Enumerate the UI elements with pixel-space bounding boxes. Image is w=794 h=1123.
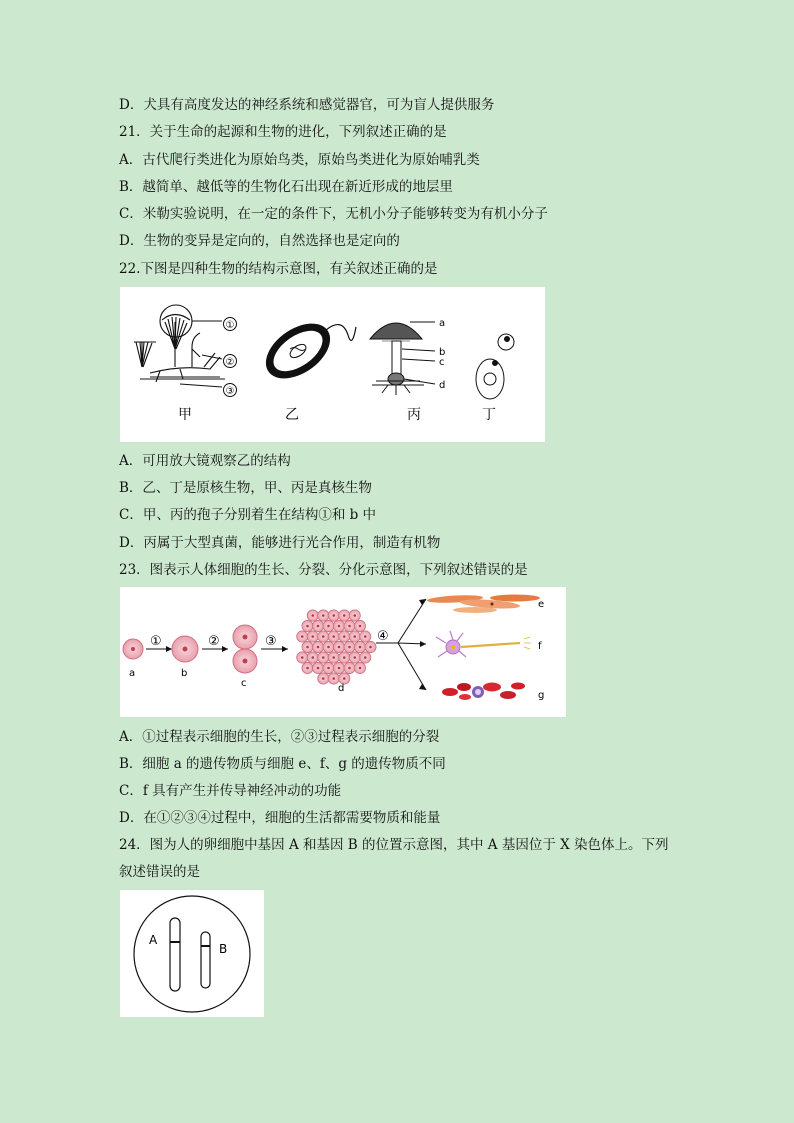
label-jia: 甲 <box>178 407 192 423</box>
cell-cluster-d <box>297 610 376 684</box>
cluster-cell-nucleus <box>311 635 314 638</box>
label-step-4: ④ <box>377 629 389 644</box>
label-circle-2: ② <box>225 357 235 368</box>
cluster-cell-nucleus <box>343 635 346 638</box>
egg-cell-outline <box>134 896 250 1012</box>
label-cell-c: c <box>241 678 247 689</box>
cell-b <box>172 636 198 662</box>
cluster-cell-nucleus <box>359 646 362 649</box>
q21-option-c: C．米勒实验说明，在一定的条件下，无机小分子能够转变为有机小分子 <box>119 206 548 222</box>
cluster-cell-nucleus <box>348 646 351 649</box>
label-step-2: ② <box>208 634 220 649</box>
cluster-cell-nucleus <box>322 656 325 659</box>
q22-option-d: D．丙属于大型真菌，能够进行光合作用，制造有机物 <box>119 535 441 551</box>
chromosome-b <box>201 932 210 988</box>
label-cell-d: d <box>338 683 345 694</box>
mold-drawing <box>134 305 225 387</box>
label-cell-f: f <box>538 641 542 652</box>
cell-c <box>233 625 257 673</box>
label-step-3: ③ <box>265 634 277 649</box>
label-a: a <box>439 318 446 329</box>
label-circle-1: ① <box>225 320 235 331</box>
label-b: b <box>439 347 446 358</box>
q21-option-b: B．越简单、越低等的生物化石出现在新近形成的地层里 <box>119 179 453 195</box>
label-d: d <box>439 380 446 391</box>
q23-option-d: D．在①②③④过程中，细胞的生活都需要物质和能量 <box>119 810 441 826</box>
mushroom-drawing <box>370 322 435 395</box>
label-yi: 乙 <box>285 407 299 423</box>
label-cell-e: e <box>538 599 545 610</box>
cluster-cell-nucleus <box>369 646 372 649</box>
question-24-line1: 24．图为人的卵细胞中基因 A 和基因 B 的位置示意图，其中 A 基因位于 X 染色体上。下列 <box>119 837 669 853</box>
cluster-cell-nucleus <box>306 667 309 670</box>
label-c: c <box>439 357 445 368</box>
q20-option-d: D．犬具有高度发达的神经系统和感觉器官，可为盲人提供服务 <box>119 97 495 113</box>
question-23: 23．图表示人体细胞的生长、分裂、分化示意图，下列叙述错误的是 <box>119 562 528 578</box>
question-21: 21．关于生命的起源和生物的进化，下列叙述正确的是 <box>119 124 447 140</box>
cluster-cell-nucleus <box>348 625 351 628</box>
cluster-cell-nucleus <box>317 667 320 670</box>
cluster-cell-nucleus <box>353 656 356 659</box>
yeast-drawing <box>476 334 514 399</box>
cluster-cell-nucleus <box>338 667 341 670</box>
q23-option-c: C．f 具有产生并传导神经冲动的功能 <box>119 783 342 799</box>
cluster-cell-nucleus <box>327 667 330 670</box>
cluster-cell-nucleus <box>317 646 320 649</box>
cluster-cell-nucleus <box>332 614 335 617</box>
q21-option-a: A．古代爬行类进化为原始鸟类，原始鸟类进化为原始哺乳类 <box>119 152 480 168</box>
label-bing: 丙 <box>407 407 421 423</box>
q23-option-b: B．细胞 a 的遗传物质与细胞 e、f、g 的遗传物质不同 <box>119 756 446 772</box>
question-22: 22.下图是四种生物的结构示意图，有关叙述正确的是 <box>119 261 438 277</box>
cluster-cell-nucleus <box>327 625 330 628</box>
cluster-cell-nucleus <box>322 635 325 638</box>
cluster-cell-nucleus <box>353 635 356 638</box>
cluster-cell-nucleus <box>359 625 362 628</box>
label-step-1: ① <box>150 634 162 649</box>
cluster-cell-nucleus <box>343 656 346 659</box>
cluster-cell-nucleus <box>343 677 346 680</box>
label-circle-3: ③ <box>225 386 235 397</box>
cluster-cell-nucleus <box>322 677 325 680</box>
cluster-cell-nucleus <box>301 656 304 659</box>
cluster-cell-nucleus <box>343 614 346 617</box>
cluster-cell-nucleus <box>301 635 304 638</box>
figure-four-organisms <box>120 287 545 442</box>
bacterium-drawing <box>256 312 356 389</box>
label-cell-a: a <box>129 668 136 679</box>
blood-cells-g <box>442 683 525 701</box>
label-cell-g: g <box>538 690 545 701</box>
cluster-cell-nucleus <box>364 635 367 638</box>
q23-option-a: A．①过程表示细胞的生长，②③过程表示细胞的分裂 <box>119 729 440 745</box>
label-ding: 丁 <box>482 407 496 423</box>
label-cell-b: b <box>181 668 188 679</box>
cluster-cell-nucleus <box>348 667 351 670</box>
figure-cell-growth-division <box>120 587 566 717</box>
label-gene-a: A <box>149 933 158 947</box>
q22-option-a: A．可用放大镜观察乙的结构 <box>119 453 291 469</box>
figure-egg-cell-chromosomes <box>120 890 264 1017</box>
cluster-cell-nucleus <box>359 667 362 670</box>
cluster-cell-nucleus <box>311 656 314 659</box>
cluster-cell-nucleus <box>353 614 356 617</box>
cluster-cell-nucleus <box>332 677 335 680</box>
cluster-cell-nucleus <box>306 646 309 649</box>
cell-a <box>123 639 143 659</box>
nerve-cell-f <box>436 631 531 657</box>
q21-option-d: D．生物的变异是定向的，自然选择也是定向的 <box>119 233 400 249</box>
cluster-cell-nucleus <box>332 656 335 659</box>
cluster-cell-nucleus <box>322 614 325 617</box>
chromosome-x <box>170 918 180 991</box>
cluster-cell-nucleus <box>311 614 314 617</box>
cluster-cell-nucleus <box>338 625 341 628</box>
q22-option-b: B．乙、丁是原核生物，甲、丙是真核生物 <box>119 480 372 496</box>
cluster-cell-nucleus <box>306 625 309 628</box>
muscle-cells-e <box>427 594 540 613</box>
q22-option-c: C．甲、丙的孢子分别着生在结构①和 b 中 <box>119 507 377 523</box>
label-gene-b: B <box>219 942 228 956</box>
cluster-cell-nucleus <box>317 625 320 628</box>
cluster-cell-nucleus <box>338 646 341 649</box>
cluster-cell-nucleus <box>364 656 367 659</box>
cluster-cell-nucleus <box>332 635 335 638</box>
cluster-cell-nucleus <box>327 646 330 649</box>
question-24-line2: 叙述错误的是 <box>119 864 200 880</box>
